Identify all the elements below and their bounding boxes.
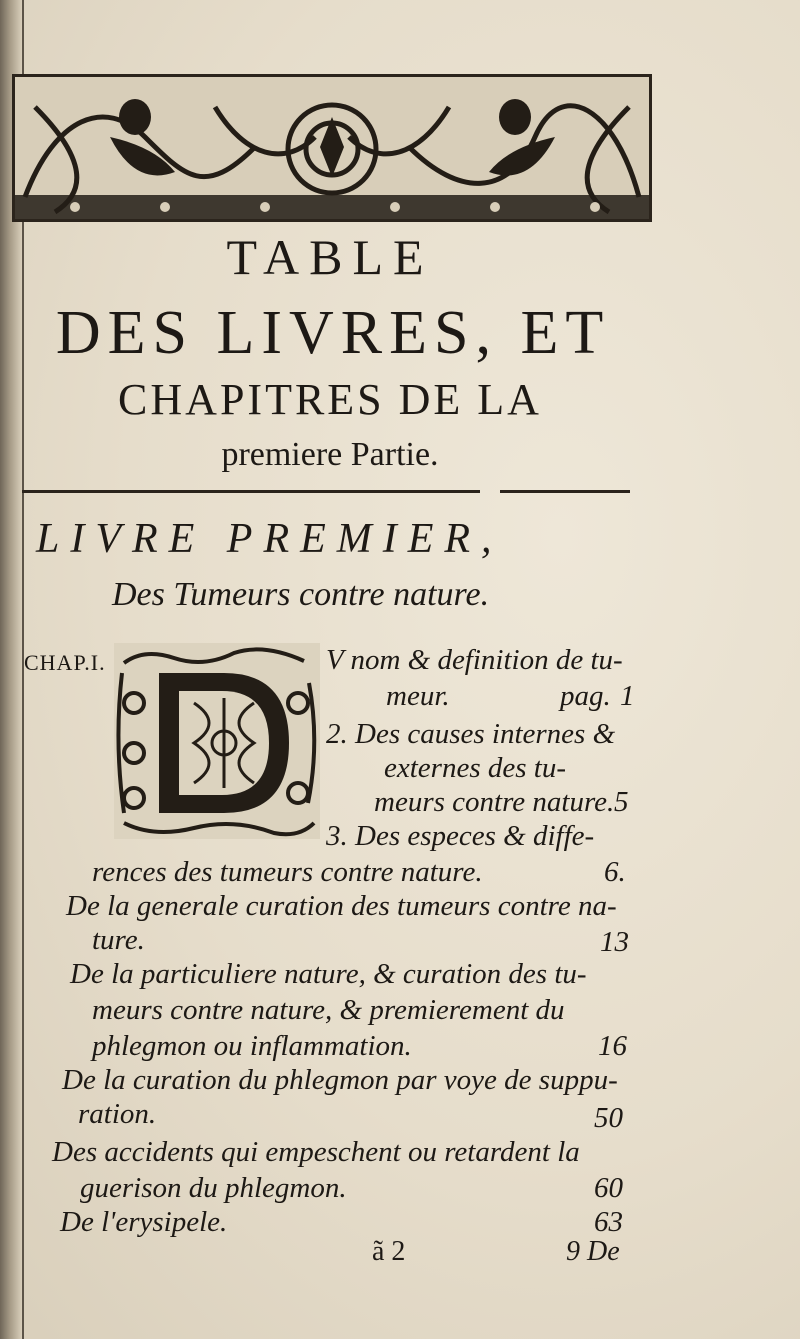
entry-2-line-3: meurs contre nature. (374, 786, 615, 818)
entry-8-line-1: De l'erysipele. (60, 1206, 228, 1238)
entry-4-line-1: De la generale curation des tumeurs contre na- (66, 890, 617, 922)
entry-7-page: 60 (594, 1172, 623, 1204)
book-title: LIVRE PREMIER, (36, 516, 503, 562)
entry-6-page: 50 (594, 1102, 623, 1134)
entry-7-line-1: Des accidents qui empeschent ou retardent la (52, 1136, 580, 1168)
woodcut-headpiece-ornament (12, 74, 652, 222)
entry-4-page: 13 (600, 926, 629, 958)
title-des-livres: DES LIVRES, ET (55, 299, 611, 367)
entry-3-line-1: 3. Des especes & diffe- (326, 820, 595, 852)
entry-5-line-3: phlegmon ou inflammation. (92, 1030, 412, 1062)
entry-8-page: 63 (594, 1206, 623, 1238)
rule-right (500, 490, 630, 493)
decorated-initial-d-ornament (114, 643, 320, 839)
entry-1-line-1: V nom & definition de tu- (326, 644, 623, 676)
signature-mark: ã 2 (372, 1236, 406, 1267)
entry-1-page-prefix: pag. (560, 680, 611, 712)
entry-2-line-2: externes des tu- (384, 752, 566, 784)
title-table: TABLE (226, 229, 434, 285)
entry-6-line-1: De la curation du phlegmon par voye de suppu- (62, 1064, 618, 1096)
rule-left (22, 490, 480, 493)
entry-5-line-2: meurs contre nature, & premierement du (92, 994, 565, 1026)
entry-1-line-2: meur. (386, 680, 450, 712)
entry-2-page: 5 (614, 786, 629, 818)
catchword: 9 De (566, 1236, 620, 1267)
title-chapitres: CHAPITRES DE LA (118, 375, 542, 424)
entry-1-page: 1 (620, 680, 635, 712)
entry-5-page: 16 (598, 1030, 627, 1062)
title-premiere-partie: premiere Partie. (221, 436, 439, 473)
book-subtitle: Des Tumeurs contre nature. (112, 576, 490, 613)
entry-3-page: 6. (604, 856, 626, 888)
entry-2-line-1: 2. Des causes internes & (326, 718, 616, 750)
entry-4-line-2: ture. (92, 924, 145, 956)
chapter-label: CHAP.I. (24, 650, 106, 675)
entry-3-line-2: rences des tumeurs contre nature. (92, 856, 483, 888)
entry-5-line-1: De la particuliere nature, & curation des tu- (70, 958, 587, 990)
entry-7-line-2: guerison du phlegmon. (80, 1172, 347, 1204)
entry-6-line-2: ration. (78, 1098, 157, 1130)
